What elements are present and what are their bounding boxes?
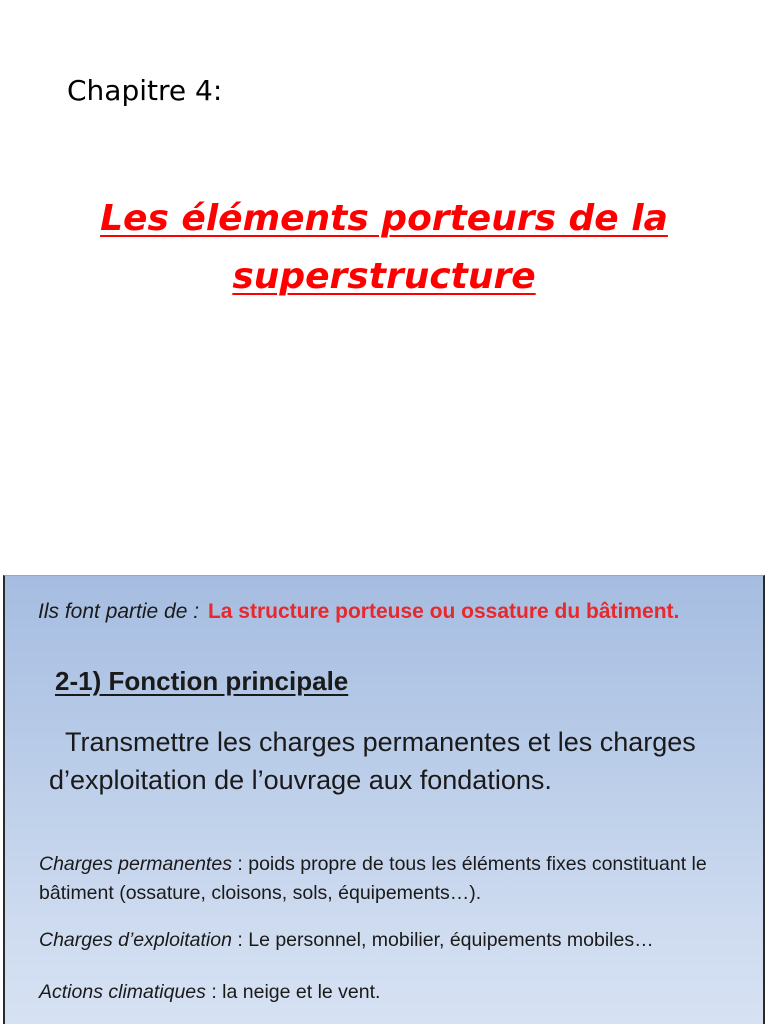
chapter-label: Chapitre 4:	[67, 74, 223, 107]
page-title	[40, 190, 728, 306]
title-line-2: superstructure	[232, 256, 536, 297]
section-heading: 2-1) Fonction principale	[55, 666, 349, 696]
definition-term: Charges permanentes	[39, 853, 232, 875]
definition-term: Actions climatiques	[39, 981, 206, 1003]
definition-text: la neige et le vent.	[222, 981, 381, 1003]
definition-text: poids propre de tous les éléments fixes constituant le bâtiment (ossature, cloisons, sols, équipements…).	[39, 853, 707, 904]
definition-operating-loads	[39, 926, 759, 955]
definition-text: Le personnel, mobilier, équipements mobiles…	[248, 929, 654, 951]
slide-intro	[38, 600, 679, 624]
slide-image	[3, 575, 765, 1024]
definition-separator: :	[231, 929, 249, 951]
intro-highlight: La structure porteuse ou ossature du bâtiment.	[207, 600, 680, 623]
title-line-1: Les éléments porteurs de la	[100, 198, 668, 239]
definition-separator: :	[231, 853, 249, 875]
function-description	[49, 723, 759, 799]
intro-lead: Ils font partie de :	[38, 600, 200, 623]
definition-term: Charges d’exploitation	[39, 929, 232, 951]
function-line-1: Transmettre les charges permanentes et les charges	[65, 727, 696, 757]
definition-permanent-loads	[39, 850, 759, 908]
definition-separator: :	[205, 981, 223, 1003]
function-line-2: d’exploitation de l’ouvrage aux fondations.	[49, 765, 552, 795]
definition-climatic-actions	[39, 978, 759, 1007]
